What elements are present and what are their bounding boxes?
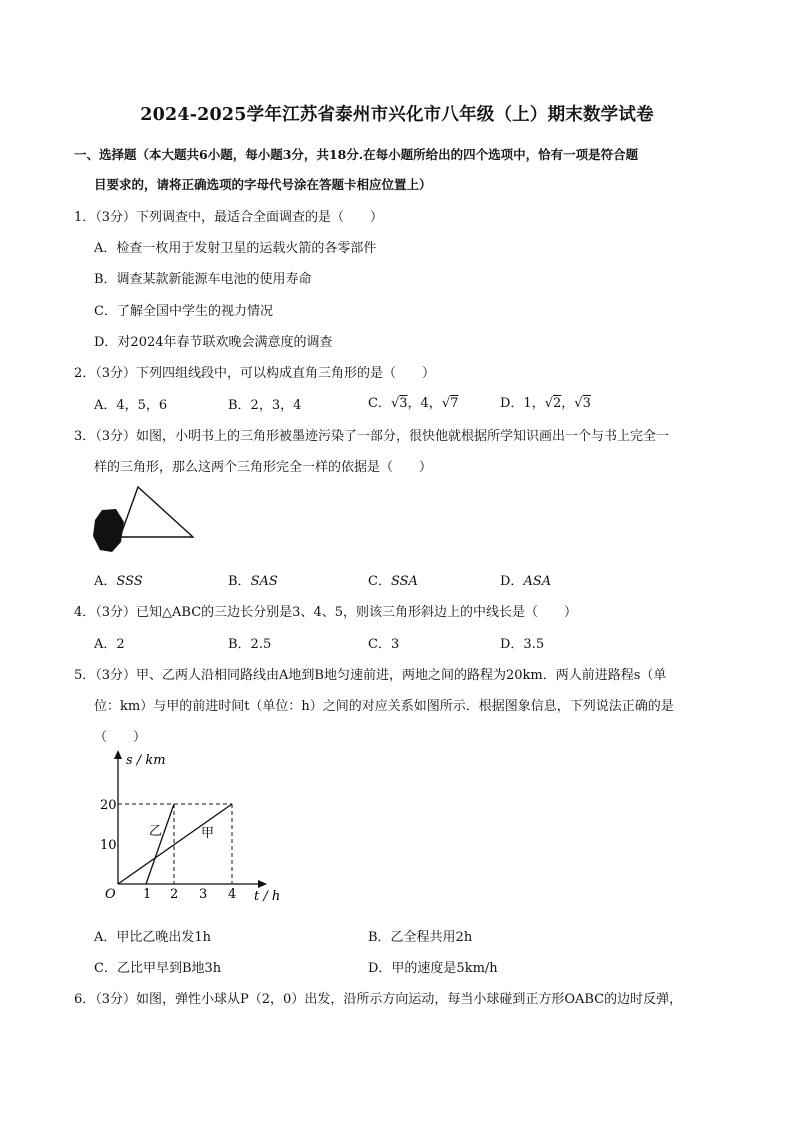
y-axis-label: s / km <box>126 753 166 768</box>
q1-option-d: D．对2024年春节联欢晚会满意度的调查 <box>94 335 333 350</box>
q3-option-a-text: SSS <box>116 574 143 589</box>
section-heading-line2: 目要求的，请将正确选项的字母代号涂在答题卡相应位置上） <box>94 177 432 192</box>
q3-option-a <box>94 570 143 589</box>
q4-option-b: B．2.5 <box>228 637 272 652</box>
q5-option-c: C．乙比甲早到B地3h <box>94 961 222 976</box>
ink-blot-shape <box>93 509 124 552</box>
q3-option-d-text: ASA <box>523 574 552 589</box>
q3-option-a-prefix: A． <box>94 574 117 589</box>
x-tick-label-4: 4 <box>228 887 237 902</box>
q2-option-d <box>500 392 591 411</box>
q2-c-separator: ，4， <box>407 396 442 411</box>
q2-stem: 2．（3分）下列四组线段中，可以构成直角三角形的是（ ） <box>74 366 436 381</box>
y-tick-label-20: 20 <box>100 798 117 813</box>
q2-option-c <box>368 392 458 411</box>
origin-label: O <box>105 887 116 902</box>
q2-c-radicand-2: 7 <box>450 396 459 411</box>
q3-option-d <box>500 570 551 589</box>
q5-option-b: B．乙全程共用2h <box>368 930 473 945</box>
q3-option-b <box>228 570 278 589</box>
y-axis-arrow-icon <box>114 750 122 759</box>
q2-d-radicand-1: 2 <box>553 396 562 411</box>
x-axis-label: t / h <box>254 889 281 904</box>
q5-stem-line2: 位：km）与甲的前进时间t（单位：h）之间的对应关系如图所示．根据图象信息，下列说法正确的是 <box>94 699 674 714</box>
q3-option-c-prefix: C． <box>368 574 391 589</box>
q1-option-a: A．检查一枚用于发射卫星的运载火箭的各零部件 <box>94 241 377 256</box>
q5-option-a: A．甲比乙晚出发1h <box>94 930 212 945</box>
q1-option-b: B．调查某款新能源车电池的使用寿命 <box>94 272 312 287</box>
q3-triangle-figure <box>90 480 200 560</box>
q2-d-radicand-2: 3 <box>582 396 591 411</box>
x-tick-label-3: 3 <box>199 887 208 902</box>
q2-option-d-prefix: D．1， <box>500 396 545 411</box>
q2-option-c-prefix: C． <box>368 396 391 411</box>
q3-stem-line2: 样的三角形，那么这两个三角形完全一样的依据是（ ） <box>94 460 433 475</box>
q1-option-c: C．了解全国中学生的视力情况 <box>94 304 273 319</box>
y-tick-label-10: 10 <box>100 838 117 853</box>
q1-stem: 1．（3分）下列调查中，最适合全面调查的是（ ） <box>74 210 384 225</box>
q5-stem-line1: 5．（3分）甲、乙两人沿相同路线由A地到B地匀速前进，两地之间的路程为20km．两人前进路程s（单 <box>74 668 667 683</box>
line-jia-label: 甲 <box>201 826 215 841</box>
sqrt-symbol-icon: √ <box>544 396 553 411</box>
q4-option-c: C．3 <box>368 637 400 652</box>
sqrt-symbol-icon: √ <box>441 396 451 411</box>
page-title: 2024-2025学年江苏省泰州市兴化市八年级（上）期末数学试卷 <box>140 105 654 125</box>
q4-option-a: A．2 <box>94 637 125 652</box>
q4-option-d: D．3.5 <box>500 637 545 652</box>
line-jia <box>118 804 232 884</box>
sqrt-symbol-icon: √ <box>574 396 583 411</box>
q3-stem-line1: 3．（3分）如图，小明书上的三角形被墨迹污染了一部分，很快他就根据所学知识画出一个与书上完全一 <box>74 429 670 444</box>
q2-c-radicand-1: 3 <box>399 396 408 411</box>
q2-option-a: A．4，5，6 <box>94 398 168 413</box>
x-tick-label-2: 2 <box>170 887 179 902</box>
x-axis-arrow-icon <box>258 880 267 888</box>
section-heading-line1: 一、选择题（本大题共6小题，每小题3分，共18分.在每小题所给出的四个选项中，恰有一项是符合题 <box>74 147 639 162</box>
q5-distance-time-graph <box>90 748 290 913</box>
q3-option-b-text: SAS <box>250 574 278 589</box>
q3-option-b-prefix: B． <box>228 574 251 589</box>
q3-option-c <box>368 570 418 589</box>
x-tick-label-1: 1 <box>143 887 152 902</box>
q5-option-d: D．甲的速度是5km/h <box>368 961 498 976</box>
q3-option-d-prefix: D． <box>500 574 524 589</box>
line-yi <box>146 804 174 884</box>
q3-option-c-text: SSA <box>390 574 418 589</box>
line-yi-label: 乙 <box>149 824 163 839</box>
q6-stem-line1: 6．（3分）如图，弹性小球从P（2，0）出发，沿所示方向运动，每当小球碰到正方形OABC的边时反弹， <box>74 992 683 1007</box>
q2-option-b: B．2，3，4 <box>228 398 302 413</box>
sqrt-symbol-icon: √ <box>390 396 400 411</box>
q4-stem: 4．（3分）已知△ABC的三边长分别是3、4、5，则该三角形斜边上的中线长是（ ） <box>74 605 577 620</box>
q5-stem-line3: （ ） <box>94 730 147 745</box>
q2-d-separator: ， <box>561 396 575 411</box>
triangle-shape <box>120 487 193 537</box>
